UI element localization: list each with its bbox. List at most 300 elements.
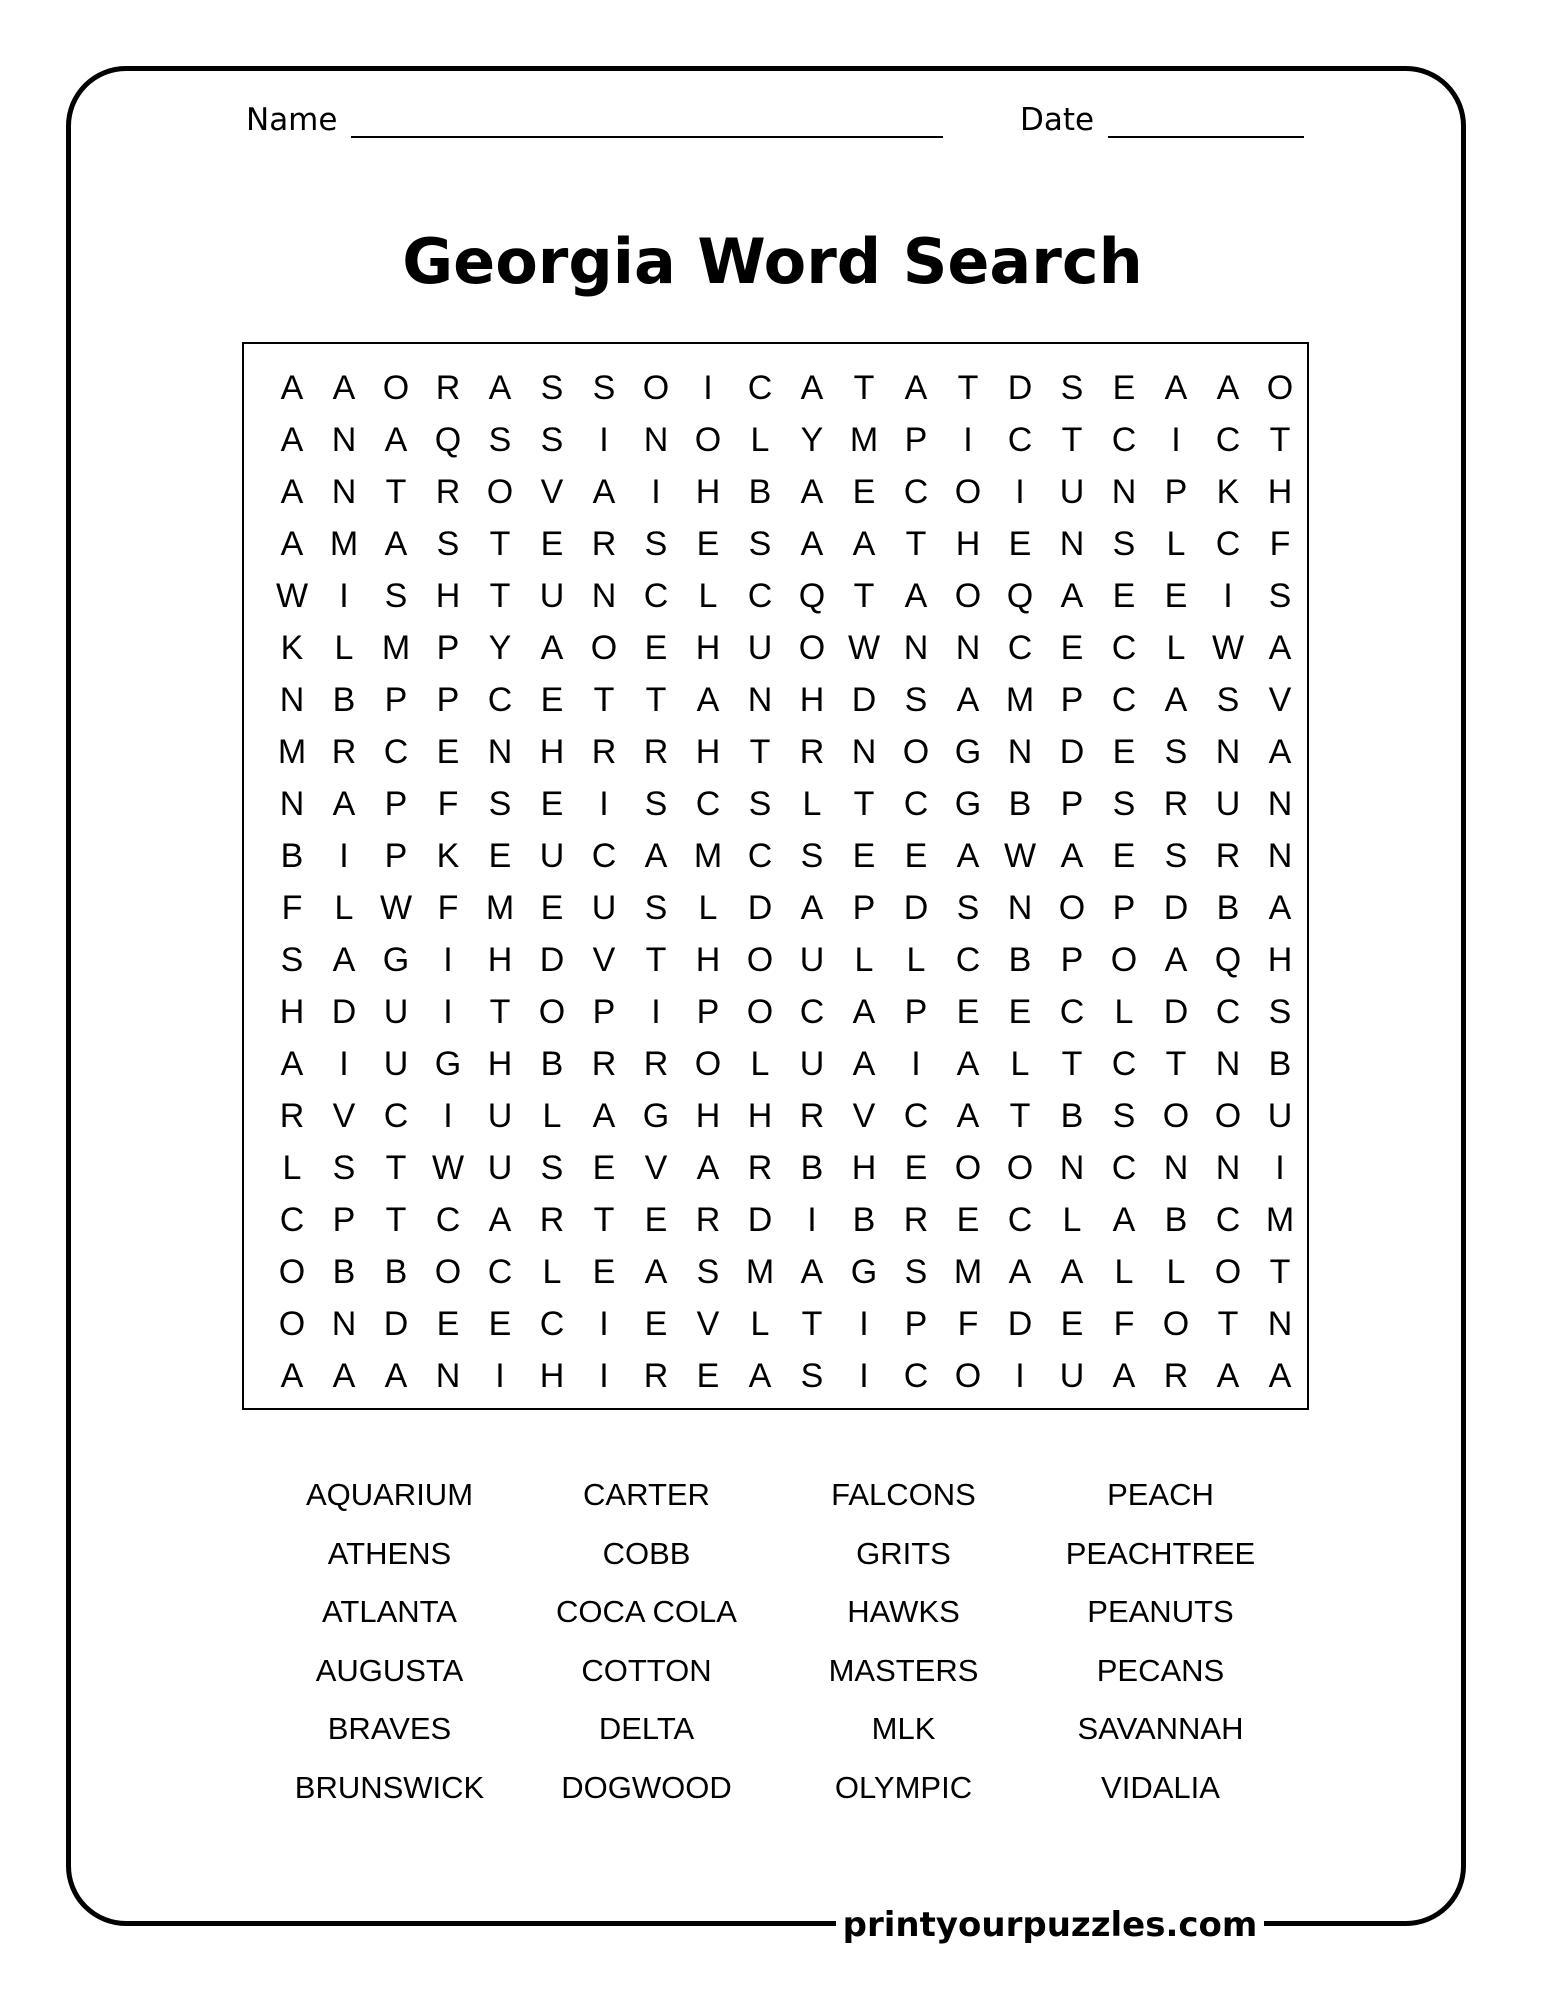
grid-letter[interactable]: Q: [434, 421, 462, 459]
grid-letter[interactable]: N: [1007, 889, 1033, 927]
grid-letter[interactable]: T: [593, 1201, 615, 1239]
grid-letter[interactable]: S: [592, 369, 616, 407]
grid-letter[interactable]: A: [1008, 1253, 1032, 1291]
grid-letter[interactable]: E: [904, 837, 928, 875]
grid-letter[interactable]: T: [853, 369, 875, 407]
grid-letter[interactable]: R: [1215, 837, 1241, 875]
grid-letter[interactable]: A: [1060, 837, 1084, 875]
grid-letter[interactable]: E: [956, 1201, 980, 1239]
grid-letter[interactable]: C: [1007, 1201, 1033, 1239]
grid-letter[interactable]: A: [852, 1045, 876, 1083]
grid-letter[interactable]: A: [280, 369, 304, 407]
grid-letter[interactable]: L: [542, 1097, 562, 1135]
grid-letter[interactable]: B: [1164, 1201, 1188, 1239]
grid-letter[interactable]: T: [1061, 421, 1083, 459]
grid-letter[interactable]: P: [436, 681, 460, 719]
grid-letter[interactable]: E: [592, 1253, 616, 1291]
grid-letter[interactable]: V: [540, 473, 564, 511]
grid-letter[interactable]: I: [1015, 473, 1025, 511]
grid-letter[interactable]: A: [956, 681, 980, 719]
grid-letter[interactable]: E: [1008, 993, 1032, 1031]
grid-letter[interactable]: R: [435, 369, 461, 407]
grid-letter[interactable]: T: [489, 577, 511, 615]
grid-letter[interactable]: B: [1268, 1045, 1292, 1083]
grid-letter[interactable]: A: [904, 369, 928, 407]
grid-letter[interactable]: E: [644, 1201, 668, 1239]
grid-letter[interactable]: O: [746, 993, 774, 1031]
grid-letter[interactable]: S: [540, 421, 564, 459]
grid-letter[interactable]: O: [1162, 1305, 1190, 1343]
grid-letter[interactable]: W: [431, 1149, 465, 1187]
grid-letter[interactable]: S: [1112, 525, 1136, 563]
grid-letter[interactable]: P: [1060, 785, 1084, 823]
grid-letter[interactable]: O: [434, 1253, 462, 1291]
grid-letter[interactable]: L: [750, 421, 770, 459]
grid-letter[interactable]: R: [435, 473, 461, 511]
grid-letter[interactable]: S: [1164, 733, 1188, 771]
grid-letter[interactable]: F: [437, 785, 459, 823]
grid-letter[interactable]: M: [381, 629, 411, 667]
grid-letter[interactable]: R: [903, 1201, 929, 1239]
grid-letter[interactable]: E: [436, 1305, 460, 1343]
grid-letter[interactable]: E: [1008, 525, 1032, 563]
grid-letter[interactable]: H: [487, 941, 513, 979]
grid-letter[interactable]: P: [696, 993, 720, 1031]
grid-letter[interactable]: F: [1113, 1305, 1135, 1343]
grid-letter[interactable]: I: [1171, 421, 1181, 459]
grid-letter[interactable]: I: [1275, 1149, 1285, 1187]
grid-letter[interactable]: H: [539, 733, 565, 771]
grid-letter[interactable]: A: [1268, 1357, 1292, 1395]
grid-letter[interactable]: A: [384, 421, 408, 459]
grid-letter[interactable]: N: [279, 785, 305, 823]
grid-letter[interactable]: Y: [488, 629, 512, 667]
grid-letter[interactable]: H: [695, 1097, 721, 1135]
grid-letter[interactable]: B: [852, 1201, 876, 1239]
grid-letter[interactable]: W: [1211, 629, 1245, 667]
grid-letter[interactable]: U: [383, 993, 409, 1031]
grid-letter[interactable]: A: [644, 1253, 668, 1291]
grid-letter[interactable]: S: [280, 941, 304, 979]
grid-letter[interactable]: I: [339, 577, 349, 615]
grid-letter[interactable]: C: [1059, 993, 1085, 1031]
grid-letter[interactable]: A: [956, 837, 980, 875]
grid-letter[interactable]: B: [540, 1045, 564, 1083]
grid-letter[interactable]: A: [332, 1357, 356, 1395]
grid-letter[interactable]: P: [384, 681, 408, 719]
grid-letter[interactable]: A: [1268, 889, 1292, 927]
grid-letter[interactable]: K: [1216, 473, 1240, 511]
grid-letter[interactable]: N: [747, 681, 773, 719]
grid-letter[interactable]: N: [1215, 1045, 1241, 1083]
grid-letter[interactable]: O: [798, 629, 826, 667]
grid-letter[interactable]: V: [332, 1097, 356, 1135]
grid-letter[interactable]: G: [642, 1097, 670, 1135]
grid-letter[interactable]: I: [703, 369, 713, 407]
grid-letter[interactable]: R: [539, 1201, 565, 1239]
grid-letter[interactable]: A: [956, 1045, 980, 1083]
grid-letter[interactable]: E: [1112, 369, 1136, 407]
grid-letter[interactable]: C: [695, 785, 721, 823]
grid-letter[interactable]: M: [745, 1253, 775, 1291]
grid-letter[interactable]: C: [435, 1201, 461, 1239]
grid-letter[interactable]: A: [800, 525, 824, 563]
grid-letter[interactable]: O: [954, 577, 982, 615]
grid-letter[interactable]: L: [698, 889, 718, 927]
grid-letter[interactable]: I: [443, 993, 453, 1031]
grid-letter[interactable]: T: [385, 473, 407, 511]
grid-letter[interactable]: E: [852, 837, 876, 875]
grid-letter[interactable]: I: [651, 473, 661, 511]
grid-letter[interactable]: K: [280, 629, 304, 667]
grid-letter[interactable]: N: [331, 1305, 357, 1343]
grid-letter[interactable]: L: [334, 629, 354, 667]
grid-letter[interactable]: R: [1163, 1357, 1189, 1395]
grid-letter[interactable]: B: [1008, 941, 1032, 979]
grid-letter[interactable]: G: [954, 733, 982, 771]
grid-letter[interactable]: E: [1060, 629, 1084, 667]
grid-letter[interactable]: O: [694, 1045, 722, 1083]
grid-letter[interactable]: E: [592, 1149, 616, 1187]
grid-letter[interactable]: S: [332, 1149, 356, 1187]
grid-letter[interactable]: W: [1003, 837, 1037, 875]
grid-letter[interactable]: T: [489, 525, 511, 563]
grid-letter[interactable]: T: [645, 681, 667, 719]
grid-letter[interactable]: E: [696, 525, 720, 563]
grid-letter[interactable]: E: [1060, 1305, 1084, 1343]
grid-letter[interactable]: N: [487, 733, 513, 771]
grid-letter[interactable]: O: [1110, 941, 1138, 979]
grid-letter[interactable]: S: [696, 1253, 720, 1291]
grid-letter[interactable]: H: [279, 993, 305, 1031]
grid-letter[interactable]: P: [384, 837, 408, 875]
grid-letter[interactable]: E: [540, 785, 564, 823]
grid-letter[interactable]: L: [334, 889, 354, 927]
grid-letter[interactable]: C: [1215, 1201, 1241, 1239]
grid-letter[interactable]: I: [1223, 577, 1233, 615]
grid-letter[interactable]: C: [747, 369, 773, 407]
grid-letter[interactable]: A: [540, 629, 564, 667]
grid-letter[interactable]: A: [800, 473, 824, 511]
grid-letter[interactable]: O: [1058, 889, 1086, 927]
grid-letter[interactable]: M: [1265, 1201, 1295, 1239]
grid-letter[interactable]: L: [750, 1305, 770, 1343]
grid-letter[interactable]: S: [1164, 837, 1188, 875]
grid-letter[interactable]: A: [1164, 681, 1188, 719]
grid-letter[interactable]: I: [911, 1045, 921, 1083]
grid-letter[interactable]: A: [384, 1357, 408, 1395]
grid-letter[interactable]: O: [486, 473, 514, 511]
grid-letter[interactable]: C: [279, 1201, 305, 1239]
grid-letter[interactable]: B: [748, 473, 772, 511]
grid-letter[interactable]: D: [539, 941, 565, 979]
grid-letter[interactable]: N: [591, 577, 617, 615]
grid-letter[interactable]: G: [954, 785, 982, 823]
grid-letter[interactable]: I: [443, 1097, 453, 1135]
grid-letter[interactable]: E: [696, 1357, 720, 1395]
grid-letter[interactable]: C: [1111, 681, 1137, 719]
grid-letter[interactable]: A: [280, 1045, 304, 1083]
grid-letter[interactable]: E: [1112, 733, 1136, 771]
grid-letter[interactable]: T: [489, 993, 511, 1031]
grid-letter[interactable]: S: [748, 785, 772, 823]
grid-letter[interactable]: B: [1216, 889, 1240, 927]
grid-letter[interactable]: H: [799, 681, 825, 719]
grid-letter[interactable]: A: [904, 577, 928, 615]
grid-letter[interactable]: H: [695, 629, 721, 667]
grid-letter[interactable]: A: [800, 889, 824, 927]
grid-letter[interactable]: O: [1162, 1097, 1190, 1135]
grid-letter[interactable]: D: [851, 681, 877, 719]
grid-letter[interactable]: C: [903, 1357, 929, 1395]
grid-letter[interactable]: Q: [1006, 577, 1034, 615]
grid-letter[interactable]: S: [384, 577, 408, 615]
grid-letter[interactable]: T: [801, 1305, 823, 1343]
grid-letter[interactable]: C: [643, 577, 669, 615]
grid-letter[interactable]: S: [800, 837, 824, 875]
grid-letter[interactable]: C: [903, 473, 929, 511]
grid-letter[interactable]: W: [379, 889, 413, 927]
grid-letter[interactable]: U: [487, 1097, 513, 1135]
grid-letter[interactable]: S: [1112, 1097, 1136, 1135]
grid-letter[interactable]: D: [1163, 993, 1189, 1031]
grid-letter[interactable]: N: [1007, 733, 1033, 771]
grid-letter[interactable]: E: [956, 993, 980, 1031]
grid-letter[interactable]: C: [1007, 421, 1033, 459]
grid-letter[interactable]: H: [747, 1097, 773, 1135]
grid-letter[interactable]: U: [539, 837, 565, 875]
grid-letter[interactable]: T: [749, 733, 771, 771]
grid-letter[interactable]: A: [1060, 1253, 1084, 1291]
grid-letter[interactable]: T: [1165, 1045, 1187, 1083]
grid-letter[interactable]: W: [847, 629, 881, 667]
grid-letter[interactable]: R: [747, 1149, 773, 1187]
grid-letter[interactable]: H: [1267, 941, 1293, 979]
grid-letter[interactable]: M: [329, 525, 359, 563]
grid-letter[interactable]: A: [1268, 629, 1292, 667]
grid-letter[interactable]: H: [851, 1149, 877, 1187]
grid-letter[interactable]: C: [799, 993, 825, 1031]
grid-letter[interactable]: A: [488, 369, 512, 407]
grid-letter[interactable]: H: [487, 1045, 513, 1083]
grid-letter[interactable]: S: [1112, 785, 1136, 823]
grid-letter[interactable]: A: [852, 993, 876, 1031]
grid-letter[interactable]: I: [859, 1305, 869, 1343]
grid-letter[interactable]: P: [904, 993, 928, 1031]
grid-letter[interactable]: U: [799, 1045, 825, 1083]
grid-letter[interactable]: M: [849, 421, 879, 459]
grid-letter[interactable]: N: [279, 681, 305, 719]
grid-letter[interactable]: R: [591, 1045, 617, 1083]
grid-letter[interactable]: V: [852, 1097, 876, 1135]
grid-letter[interactable]: G: [850, 1253, 878, 1291]
grid-letter[interactable]: A: [592, 473, 616, 511]
grid-letter[interactable]: O: [1266, 369, 1294, 407]
grid-letter[interactable]: F: [1269, 525, 1291, 563]
grid-letter[interactable]: T: [385, 1149, 407, 1187]
grid-letter[interactable]: E: [488, 1305, 512, 1343]
grid-letter[interactable]: C: [539, 1305, 565, 1343]
grid-letter[interactable]: P: [1060, 941, 1084, 979]
grid-letter[interactable]: O: [1214, 1097, 1242, 1135]
grid-letter[interactable]: O: [954, 473, 982, 511]
grid-letter[interactable]: H: [695, 733, 721, 771]
grid-letter[interactable]: A: [280, 525, 304, 563]
grid-letter[interactable]: T: [385, 1201, 407, 1239]
grid-letter[interactable]: N: [331, 473, 357, 511]
grid-letter[interactable]: C: [1111, 1045, 1137, 1083]
grid-letter[interactable]: W: [275, 577, 309, 615]
grid-letter[interactable]: I: [599, 1357, 609, 1395]
grid-letter[interactable]: B: [332, 681, 356, 719]
grid-letter[interactable]: U: [1059, 1357, 1085, 1395]
grid-letter[interactable]: D: [331, 993, 357, 1031]
grid-letter[interactable]: D: [747, 1201, 773, 1239]
grid-letter[interactable]: R: [1163, 785, 1189, 823]
grid-letter[interactable]: D: [747, 889, 773, 927]
grid-letter[interactable]: L: [1166, 1253, 1186, 1291]
grid-letter[interactable]: A: [332, 785, 356, 823]
grid-letter[interactable]: D: [1007, 369, 1033, 407]
grid-letter[interactable]: N: [1215, 733, 1241, 771]
grid-letter[interactable]: V: [644, 1149, 668, 1187]
grid-letter[interactable]: A: [696, 681, 720, 719]
grid-letter[interactable]: A: [852, 525, 876, 563]
grid-letter[interactable]: N: [1267, 1305, 1293, 1343]
grid-letter[interactable]: L: [854, 941, 874, 979]
grid-letter[interactable]: P: [1112, 889, 1136, 927]
grid-letter[interactable]: V: [1268, 681, 1292, 719]
grid-letter[interactable]: C: [1111, 421, 1137, 459]
grid-letter[interactable]: Y: [800, 421, 824, 459]
grid-letter[interactable]: O: [746, 941, 774, 979]
grid-letter[interactable]: O: [278, 1253, 306, 1291]
grid-letter[interactable]: N: [1111, 473, 1137, 511]
grid-letter[interactable]: L: [906, 941, 926, 979]
grid-letter[interactable]: E: [540, 681, 564, 719]
grid-letter[interactable]: L: [542, 1253, 562, 1291]
grid-letter[interactable]: I: [599, 1305, 609, 1343]
grid-letter[interactable]: U: [539, 577, 565, 615]
grid-letter[interactable]: M: [693, 837, 723, 875]
grid-letter[interactable]: P: [852, 889, 876, 927]
grid-letter[interactable]: R: [643, 1357, 669, 1395]
grid-letter[interactable]: S: [488, 785, 512, 823]
grid-letter[interactable]: H: [435, 577, 461, 615]
grid-letter[interactable]: C: [1111, 1149, 1137, 1187]
grid-letter[interactable]: D: [383, 1305, 409, 1343]
grid-letter[interactable]: N: [435, 1357, 461, 1395]
grid-letter[interactable]: A: [332, 369, 356, 407]
grid-letter[interactable]: N: [643, 421, 669, 459]
grid-letter[interactable]: S: [436, 525, 460, 563]
grid-letter[interactable]: Q: [798, 577, 826, 615]
grid-letter[interactable]: S: [800, 1357, 824, 1395]
grid-letter[interactable]: O: [1214, 1253, 1242, 1291]
grid-letter[interactable]: T: [1009, 1097, 1031, 1135]
grid-letter[interactable]: I: [1015, 1357, 1025, 1395]
grid-letter[interactable]: H: [539, 1357, 565, 1395]
grid-letter[interactable]: C: [383, 1097, 409, 1135]
grid-letter[interactable]: G: [382, 941, 410, 979]
grid-letter[interactable]: A: [1268, 733, 1292, 771]
grid-letter[interactable]: P: [592, 993, 616, 1031]
grid-letter[interactable]: S: [540, 369, 564, 407]
grid-letter[interactable]: A: [956, 1097, 980, 1135]
grid-letter[interactable]: I: [963, 421, 973, 459]
grid-letter[interactable]: E: [1112, 577, 1136, 615]
grid-letter[interactable]: A: [800, 1253, 824, 1291]
grid-letter[interactable]: R: [695, 1201, 721, 1239]
grid-letter[interactable]: L: [802, 785, 822, 823]
grid-letter[interactable]: N: [1163, 1149, 1189, 1187]
grid-letter[interactable]: H: [955, 525, 981, 563]
grid-letter[interactable]: P: [1164, 473, 1188, 511]
grid-letter[interactable]: I: [443, 941, 453, 979]
grid-letter[interactable]: U: [747, 629, 773, 667]
grid-letter[interactable]: A: [332, 941, 356, 979]
grid-letter[interactable]: S: [1216, 681, 1240, 719]
grid-letter[interactable]: A: [1112, 1201, 1136, 1239]
grid-letter[interactable]: B: [332, 1253, 356, 1291]
grid-letter[interactable]: A: [384, 525, 408, 563]
grid-letter[interactable]: S: [1060, 369, 1084, 407]
grid-letter[interactable]: L: [1166, 629, 1186, 667]
grid-letter[interactable]: S: [488, 421, 512, 459]
grid-letter[interactable]: N: [903, 629, 929, 667]
grid-letter[interactable]: L: [1062, 1201, 1082, 1239]
grid-letter[interactable]: I: [599, 421, 609, 459]
grid-letter[interactable]: T: [1217, 1305, 1239, 1343]
grid-letter[interactable]: E: [644, 629, 668, 667]
grid-letter[interactable]: C: [747, 837, 773, 875]
grid-letter[interactable]: E: [852, 473, 876, 511]
grid-letter[interactable]: F: [437, 889, 459, 927]
grid-letter[interactable]: Q: [1214, 941, 1242, 979]
grid-letter[interactable]: R: [279, 1097, 305, 1135]
grid-letter[interactable]: E: [1112, 837, 1136, 875]
grid-letter[interactable]: H: [695, 473, 721, 511]
grid-letter[interactable]: E: [904, 1149, 928, 1187]
grid-letter[interactable]: B: [1008, 785, 1032, 823]
grid-letter[interactable]: T: [1269, 421, 1291, 459]
grid-letter[interactable]: F: [281, 889, 303, 927]
grid-letter[interactable]: V: [592, 941, 616, 979]
date-line[interactable]: [1108, 108, 1304, 138]
grid-letter[interactable]: O: [590, 629, 618, 667]
grid-letter[interactable]: A: [592, 1097, 616, 1135]
grid-letter[interactable]: R: [331, 733, 357, 771]
grid-letter[interactable]: S: [1268, 577, 1292, 615]
grid-letter[interactable]: T: [645, 941, 667, 979]
grid-letter[interactable]: A: [696, 1149, 720, 1187]
grid-letter[interactable]: N: [1215, 1149, 1241, 1187]
grid-letter[interactable]: C: [903, 1097, 929, 1135]
grid-letter[interactable]: U: [799, 941, 825, 979]
grid-letter[interactable]: N: [1059, 525, 1085, 563]
grid-letter[interactable]: A: [488, 1201, 512, 1239]
grid-letter[interactable]: I: [651, 993, 661, 1031]
grid-letter[interactable]: O: [902, 733, 930, 771]
grid-letter[interactable]: T: [957, 369, 979, 407]
grid-letter[interactable]: R: [591, 525, 617, 563]
grid-letter[interactable]: B: [1060, 1097, 1084, 1135]
grid-letter[interactable]: P: [904, 1305, 928, 1343]
grid-letter[interactable]: H: [1267, 473, 1293, 511]
grid-letter[interactable]: A: [280, 473, 304, 511]
grid-letter[interactable]: A: [280, 421, 304, 459]
grid-letter[interactable]: I: [339, 837, 349, 875]
